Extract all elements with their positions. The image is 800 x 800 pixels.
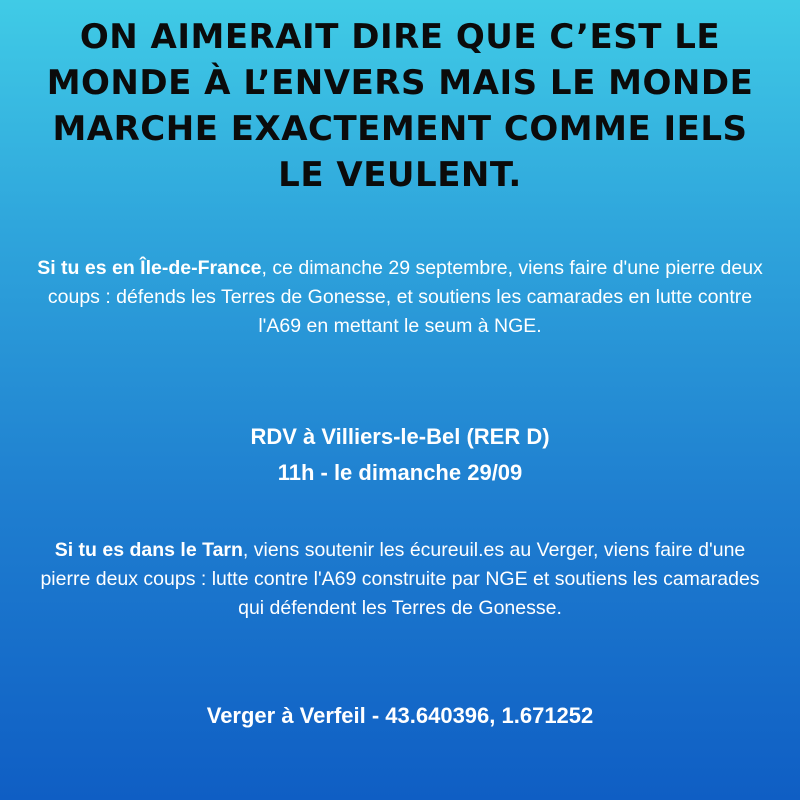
headline: ON AIMERAIT DIRE QUE C’EST LE MONDE À L’ENVERS MAIS LE MONDE MARCHE EXACTEMENT COMME IELS LE VEULENT. [46,17,754,195]
rdv-time: 11h - le dimanche 29/09 [277,460,523,485]
ile-de-france-body: , ce dimanche 29 septembre, viens faire d'une pierre deux coups : défends les Terres de Gonesse, et soutiens les camarades en lutte contre l'A69 en mettant le seum à NGE. [47,257,763,337]
ile-de-france-lead: Si tu es en Île-de-France [37,257,262,279]
ile-de-france-paragraph [30,254,770,341]
tarn-paragraph [30,536,770,623]
tarn-body: , viens soutenir les écureuil.es au Verger, viens faire d'une pierre deux coups : lutte contre l'A69 construite par NGE et soutiens les camarades qui défendent les Terres de Gonesse. [40,539,760,619]
tarn-lead: Si tu es dans le Tarn [54,539,243,561]
verger-coordinates: Verger à Verfeil - 43.640396, 1.671252 [206,703,594,728]
rdv-location: RDV à Villiers-le-Bel (RER D) [250,424,550,449]
